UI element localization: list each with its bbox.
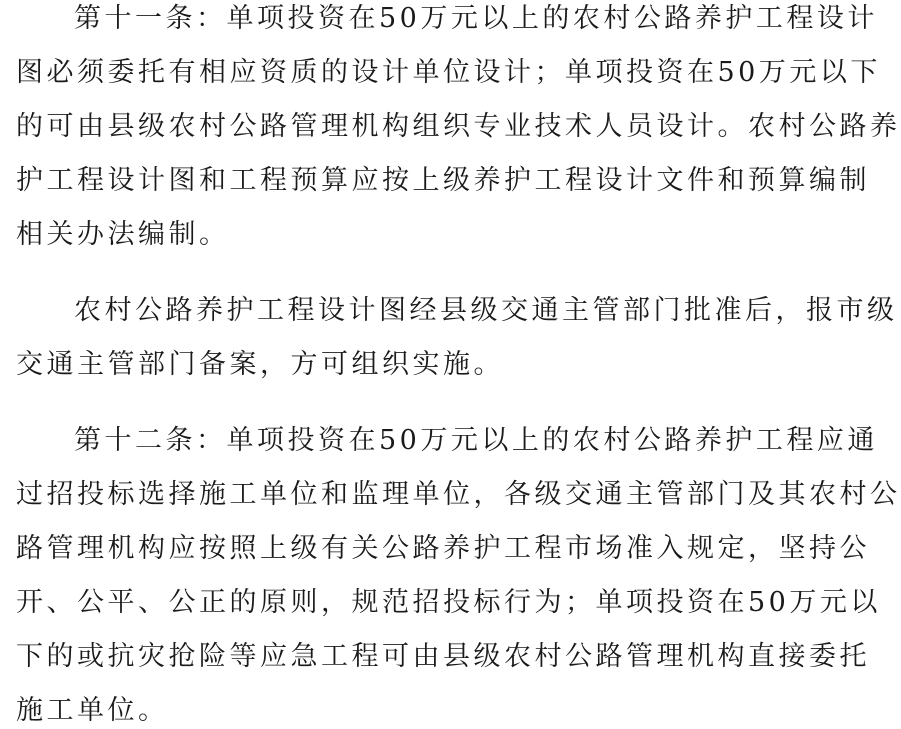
paragraph-line: 交通主管部门备案，方可组织实施。 [16, 349, 504, 380]
paragraph-line: 第十一条：单项投资在50万元以上的农村公路养护工程设计 [74, 3, 878, 34]
paragraph-line: 下的或抗灾抢险等应急工程可由县级农村公路管理机构直接委托 [16, 641, 870, 672]
paragraph-line: 开、公平、公正的原则，规范招投标行为；单项投资在50万元以 [16, 587, 881, 618]
paragraph-line: 施工单位。 [16, 695, 169, 726]
paragraph-line: 路管理机构应按照上级有关公路养护工程市场准入规定，坚持公 [16, 533, 870, 564]
paragraph-line: 的可由县级农村公路管理机构组织专业技术人员设计。农村公路养 [16, 111, 901, 142]
paragraph-line: 过招投标选择施工单位和监理单位，各级交通主管部门及其农村公 [16, 479, 901, 510]
paragraph-line: 相关办法编制。 [16, 219, 230, 250]
paragraph-line: 图必须委托有相应资质的设计单位设计；单项投资在50万元以下 [16, 57, 881, 88]
paragraph-line: 农村公路养护工程设计图经县级交通主管部门批准后，报市级 [74, 295, 898, 326]
paragraph-line: 第十二条：单项投资在50万元以上的农村公路养护工程应通 [74, 425, 878, 456]
paragraph-line: 护工程设计图和工程预算应按上级养护工程设计文件和预算编制 [16, 165, 870, 196]
